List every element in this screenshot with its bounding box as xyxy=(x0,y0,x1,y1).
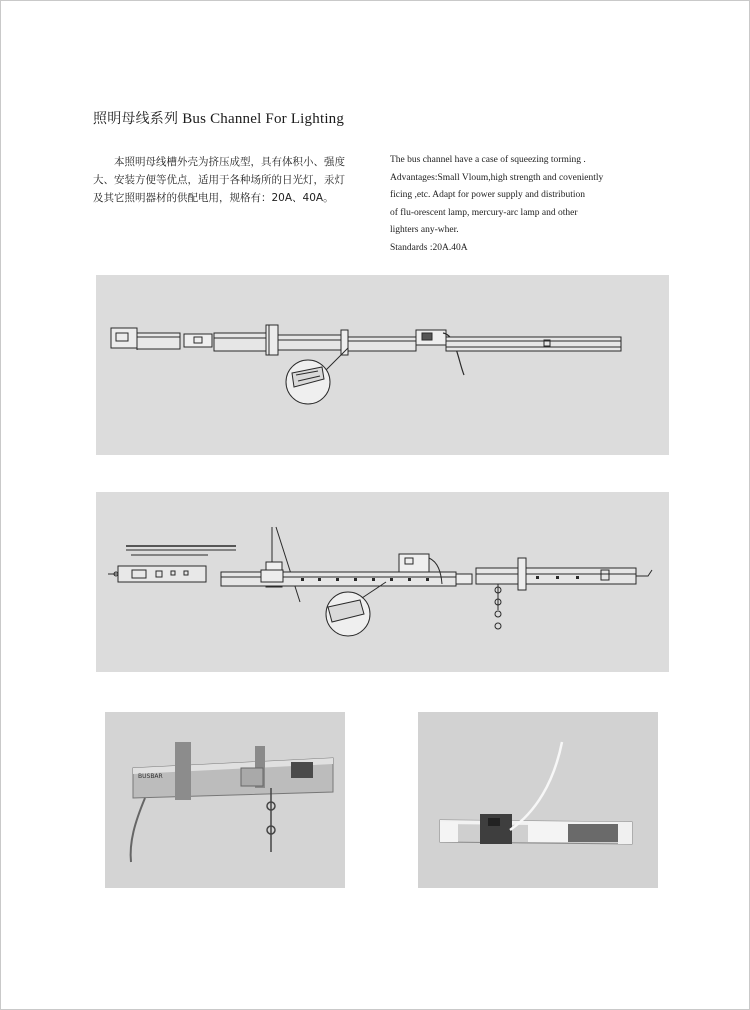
busbar-label: BUSBAR xyxy=(138,773,163,780)
product-photo-tap-off-box xyxy=(418,712,658,888)
description-en-line-3: ficing ,etc. Adapt for power supply and distribution xyxy=(390,190,585,200)
page-title xyxy=(93,108,344,128)
title-cn: 照明母线系列 xyxy=(93,111,179,127)
bus-channel-diagram-installed xyxy=(96,492,669,672)
description-chinese xyxy=(93,153,348,207)
title-en: Bus Channel For Lighting xyxy=(182,111,345,127)
bus-channel-diagram-straight xyxy=(96,275,669,455)
description-cn-text: 本照明母线槽外壳为挤压成型，具有体积小、强度大、安装方便等优点，适用于各种场所的日光灯，汞灯及其它照明器材的供配电用，规格有：20A、40A。 xyxy=(93,156,345,204)
description-en-line-5: lighters any-wher. xyxy=(390,225,459,235)
description-en-line-2: Advantages:Small Vloum,high strength and coveniently xyxy=(390,172,604,183)
description-en-line-4: of flu-orescent lamp, mercury-arc lamp and other xyxy=(390,207,578,218)
description-en-line-6: Standards :20A.40A xyxy=(390,242,468,253)
product-photo-bus-channel-hanger xyxy=(105,712,345,888)
description-english xyxy=(390,152,650,257)
description-en-line-1: The bus channel have a case of squeezing torming . xyxy=(390,155,586,165)
